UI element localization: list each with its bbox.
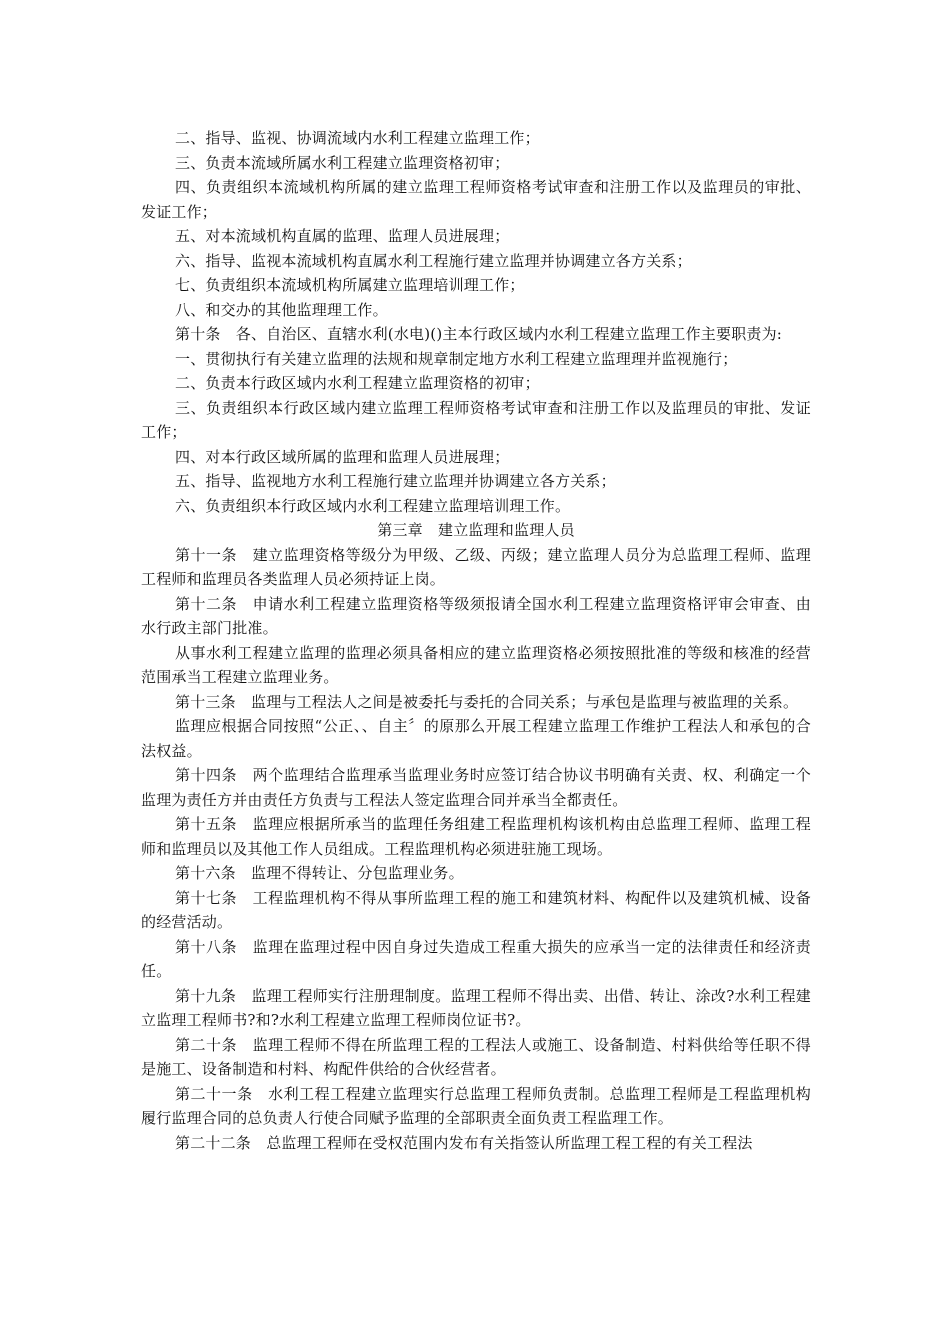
paragraph: 四、负责组织本流域机构所属的建立监理工程师资格考试审查和注册工作以及监理员的审批、发证工作； xyxy=(141,178,811,221)
article-17: 第十七条 工程监理机构不得从事所监理工程的施工和建筑材料、构配件以及建筑机械、设备的经营活动。 xyxy=(141,888,811,931)
document-body xyxy=(141,126,811,1155)
article-14: 第十四条 两个监理结合监理承当监理业务时应签订结合协议书明确有关责、权、利确定一个监理为责任方并由责任方负责与工程法人签定监理合同并承当全都责任。 xyxy=(141,766,811,809)
article-16: 第十六条 监理不得转让、分包监理业务。 xyxy=(175,864,464,882)
paragraph: 一、贯彻执行有关建立监理的法规和规章制定地方水利工程建立监理理并监视施行； xyxy=(175,349,738,368)
paragraph: 二、指导、监视、协调流域内水利工程建立监理工作； xyxy=(175,129,540,147)
paragraph: 六、指导、监视本流域机构直属水利工程施行建立监理并协调建立各方关系； xyxy=(175,251,692,270)
article-21: 第二十一条 水利工程工程建立监理实行总监理工程师负责制。总监理工程师是工程监理机构履行监理合同的总负责人行使合同赋予监理的全部职责全面负责工程监理工作。 xyxy=(141,1084,811,1127)
article-19: 第十九条 监理工程师实行注册理制度。监理工程师不得出卖、出借、转让、涂改?水利工程建立监理工程师书?和?水利工程建立监理工程师岗位证书?。 xyxy=(141,986,811,1029)
paragraph: 三、负责本流域所属水利工程建立监理资格初审； xyxy=(175,153,510,172)
paragraph: 二、负责本行政区域内水利工程建立监理资格的初审； xyxy=(175,374,540,392)
paragraph: 从事水利工程建立监理的监理必须具备相应的建立监理资格必须按照批准的等级和核准的经营范围承当工程建立监理业务。 xyxy=(141,643,811,686)
article-22: 第二十二条 总监理工程师在受权范围内发布有关指签认所监理工程工程的有关工程法 xyxy=(175,1133,753,1152)
paragraph: 五、对本流域机构直属的监理、监理人员进展理； xyxy=(175,227,510,245)
article-10: 第十条 各、自治区、直辖水利(水电)()主本行政区域内水利工程建立监理工作主要职责为: xyxy=(175,325,783,343)
article-15: 第十五条 监理应根据所承当的监理任务组建工程监理机构该机构由总监理工程师、监理工程师和监理员以及其他工作人员组成。工程监理机构必须进驻施工现场。 xyxy=(141,815,811,858)
article-18: 第十八条 监理在监理过程中因自身过失造成工程重大损失的应承当一定的法律责任和经济责任。 xyxy=(141,937,811,980)
paragraph: 五、指导、监视地方水利工程施行建立监理并协调建立各方关系； xyxy=(175,472,616,490)
paragraph: 六、负责组织本行政区域内水利工程建立监理培训理工作。 xyxy=(175,496,571,515)
article-11: 第十一条 建立监理资格等级分为甲级、乙级、丙级；建立监理人员分为总监理工程师、监理工程师和监理员各类监理人员必须持证上岗。 xyxy=(141,545,811,588)
paragraph: 三、负责组织本行政区域内建立监理工程师资格考试审查和注册工作以及监理员的审批、发证工作； xyxy=(141,398,811,441)
article-12: 第十二条 申请水利工程建立监理资格等级须报请全国水利工程建立监理资格评审会审查、由水行政主部门批准。 xyxy=(141,594,811,637)
article-20: 第二十条 监理工程师不得在所监理工程的工程法人或施工、设备制造、村料供给等任职不得是施工、设备制造和村料、构配件供给的合伙经营者。 xyxy=(141,1035,811,1078)
paragraph: 七、负责组织本流域机构所属建立监理培训理工作； xyxy=(175,276,525,294)
article-13: 第十三条 监理与工程法人之间是被委托与委托的合同关系；与承包是监理与被监理的关系。 xyxy=(175,692,799,711)
chapter-heading: 第三章 建立监理和监理人员 xyxy=(377,521,575,539)
paragraph: 八、和交办的其他监理理工作。 xyxy=(175,300,388,319)
paragraph: 四、对本行政区域所属的监理和监理人员进展理； xyxy=(175,447,510,466)
paragraph: 监理应根据合同按照“公正、、自主〞的原那么开展工程建立监理工作维护工程法人和承包的合法权益。 xyxy=(141,717,811,760)
